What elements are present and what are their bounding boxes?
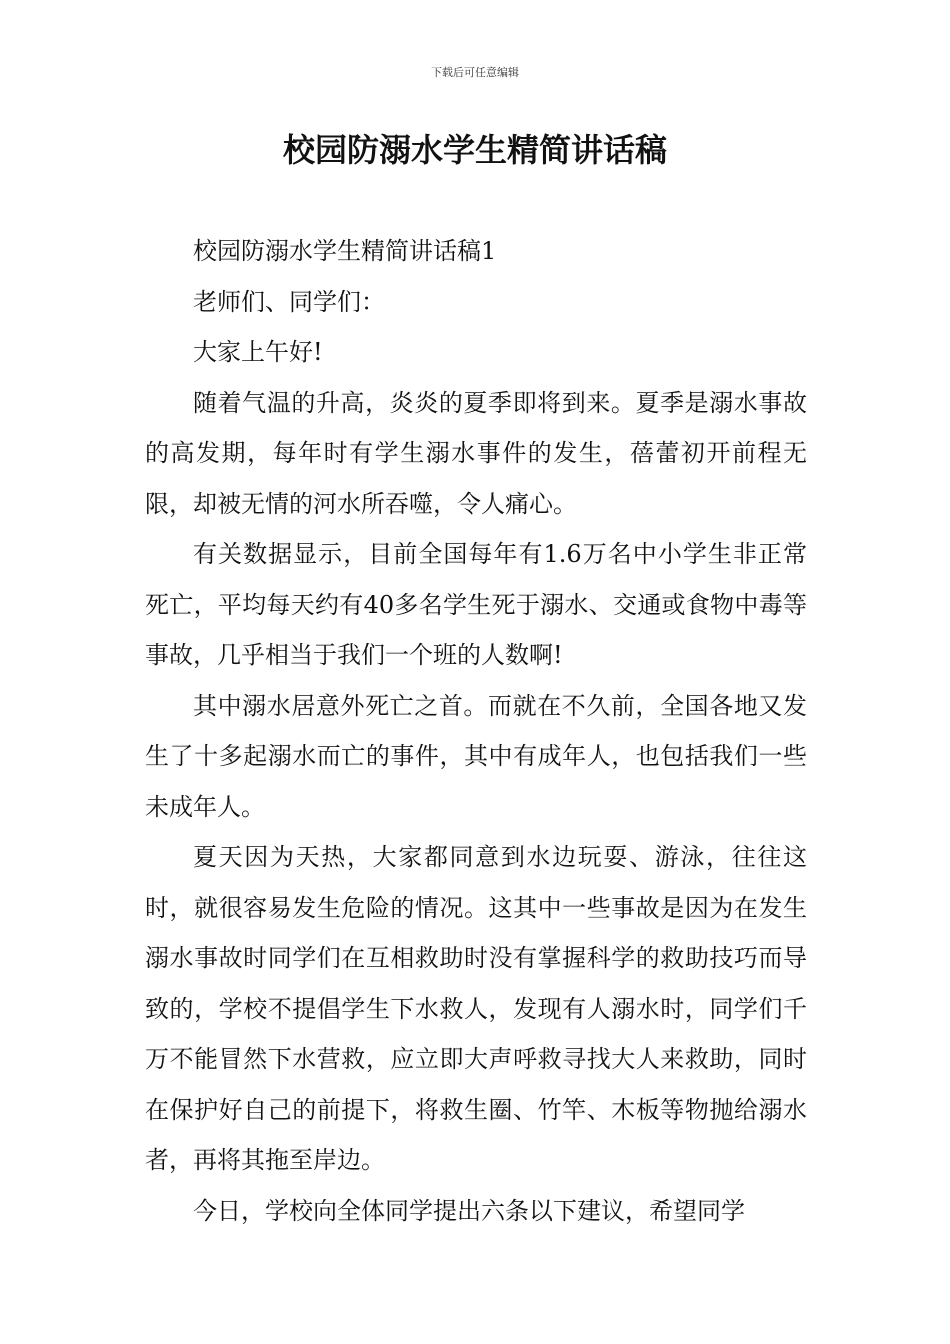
document-body [145,226,807,1236]
page-header-note: 下载后可任意编辑 [431,66,519,79]
paragraph-greeting: 大家上午好! [193,338,323,366]
paragraph-summer-safety: 夏天因为天热，大家都同意到水边玩耍、游泳，往往这时，就很容易发生危险的情况。这其中一些事故是因为在发生溺水事故时同学们在互相救助时没有掌握科学的救助技巧而导致的，学校不提倡学生下水救人，发现有人溺水时，同学们千万不能冒然下水营救，应立即大声呼救寻找大人来救助，同时在保护好自己的前提下，将救生圈、竹竿、木板等物抛给溺水者，再将其拖至岸边。 [145,843,807,1174]
paragraph-drowning-first: 其中溺水居意外死亡之首。而就在不久前，全国各地又发生了十多起溺水而亡的事件，其中有成年人，也包括我们一些未成年人。 [145,691,807,821]
paragraph-subtitle: 校园防溺水学生精简讲话稿1 [193,237,497,265]
paragraph-suggestions: 今日，学校向全体同学提出六条以下建议，希望同学 [193,1196,745,1225]
paragraph-salutation: 老师们、同学们： [193,287,385,316]
paragraph-intro: 随着气温的升高，炎炎的夏季即将到来。夏季是溺水事故的高发期，每年时有学生溺水事件的发生，蓓蕾初开前程无限，却被无情的河水所吞噬，令人痛心。 [145,388,807,518]
document-title: 校园防溺水学生精简讲话稿 [282,131,667,169]
paragraph-statistics: 有关数据显示，目前全国每年有1.6万名中小学生非正常死亡，平均每天约有40多名学生死于溺水、交通或食物中毒等事故，几乎相当于我们一个班的人数啊! [145,540,807,669]
